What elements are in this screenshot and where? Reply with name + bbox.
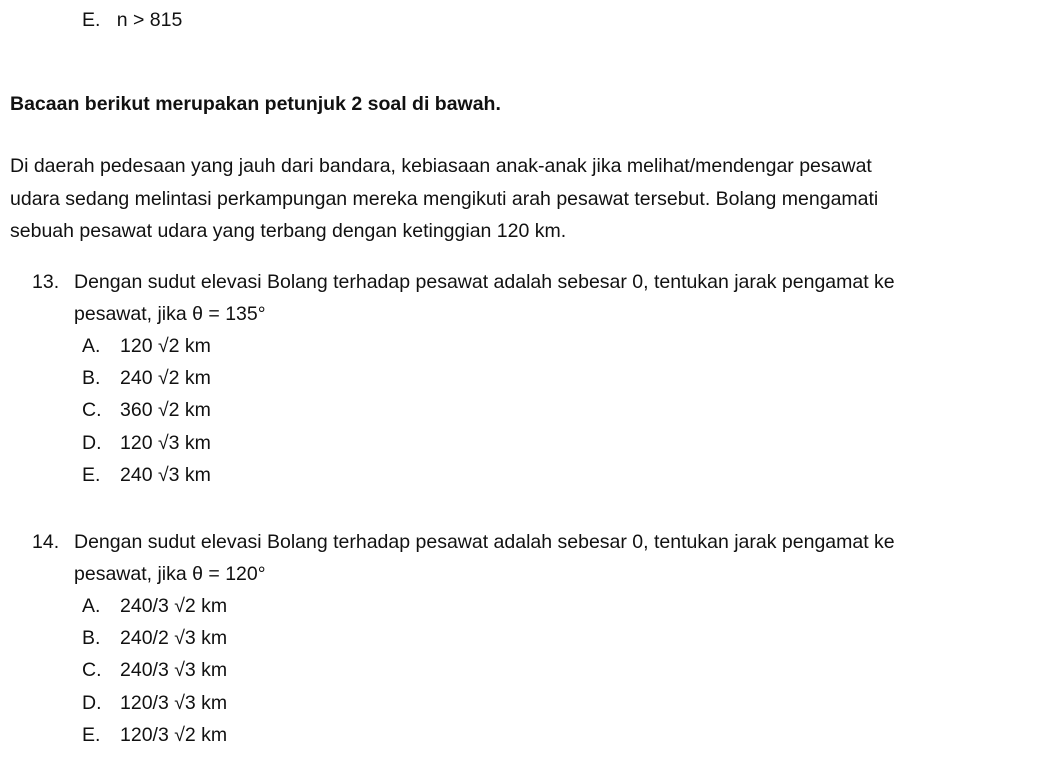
option-letter: A. xyxy=(82,595,101,617)
instruction-heading: Bacaan berikut merupakan petunjuk 2 soal di bawah. xyxy=(10,93,501,115)
option-letter: D. xyxy=(82,431,102,454)
previous-question-option-e xyxy=(82,4,182,36)
answer-options xyxy=(82,590,1042,751)
answer-option-e xyxy=(82,719,1042,751)
option-text: 240 √3 km xyxy=(120,463,211,486)
option-letter: E. xyxy=(82,723,101,746)
option-letter: E. xyxy=(82,9,101,31)
option-text: 240/3 √3 km xyxy=(120,659,228,682)
question-text-line: pesawat, jika θ = 120° xyxy=(74,563,266,585)
answer-option-a xyxy=(82,330,1042,362)
answer-option-b xyxy=(82,622,1042,654)
answer-option-b xyxy=(82,362,1042,394)
question-text xyxy=(74,526,1042,590)
answer-option-c xyxy=(82,394,1042,426)
answer-option-d xyxy=(82,687,1042,719)
question-text-line: Dengan sudut elevasi Bolang terhadap pesawat adalah sebesar 0, tentukan jarak pengamat ke xyxy=(74,271,895,293)
option-letter: C. xyxy=(82,659,102,682)
option-text: n > 815 xyxy=(116,9,183,31)
option-letter: E. xyxy=(82,463,101,486)
passage-line: Di daerah pedesaan yang jauh dari bandara, kebiasaan anak-anak jika melihat/mendengar pesawat xyxy=(10,155,872,177)
option-text: 240/2 √3 km xyxy=(120,627,228,650)
option-text: 120 √2 km xyxy=(120,335,211,357)
passage-line: udara sedang melintasi perkampungan mereka mengikuti arah pesawat tersebut. Bolang mengamati xyxy=(10,187,879,210)
option-text: 120/3 √3 km xyxy=(120,691,228,714)
question-14 xyxy=(32,526,1042,751)
reading-passage xyxy=(10,150,1040,248)
passage-line: sebuah pesawat udara yang terbang dengan ketinggian 120 km. xyxy=(10,220,567,242)
option-text: 240 √2 km xyxy=(120,367,211,390)
answer-options xyxy=(82,330,1042,491)
answer-option-e xyxy=(82,459,1042,491)
option-letter: D. xyxy=(82,691,102,714)
option-letter: C. xyxy=(82,399,102,422)
question-text xyxy=(74,266,1042,330)
question-number: 13. xyxy=(32,271,60,293)
option-text: 240/3 √2 km xyxy=(120,595,228,617)
question-text-line: Dengan sudut elevasi Bolang terhadap pesawat adalah sebesar 0, tentukan jarak pengamat ke xyxy=(74,531,895,553)
answer-option-c xyxy=(82,654,1042,686)
question-text-line: pesawat, jika θ = 135° xyxy=(74,303,266,325)
option-letter: B. xyxy=(82,627,101,650)
option-letter: A. xyxy=(82,335,101,357)
option-letter: B. xyxy=(82,367,101,390)
option-text: 360 √2 km xyxy=(120,399,211,422)
option-text: 120 √3 km xyxy=(120,431,211,454)
question-13 xyxy=(32,266,1042,491)
question-number: 14. xyxy=(32,531,60,553)
answer-option-d xyxy=(82,427,1042,459)
option-text: 120/3 √2 km xyxy=(120,723,228,746)
answer-option-a xyxy=(82,590,1042,622)
